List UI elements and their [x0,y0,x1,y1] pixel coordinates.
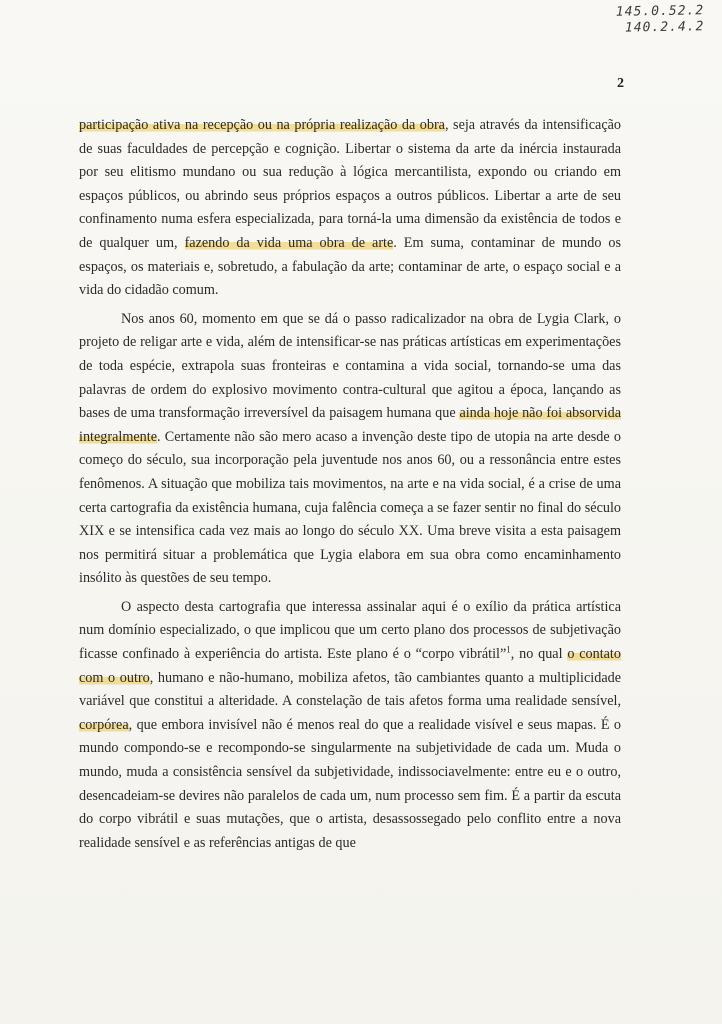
body-text [79,114,621,855]
text-run: , que embora invisível não é menos real do que a realidade visível e seus mapas. É o mundo compondo-se e recompondo-se singularmente na subjetividade de cada um. Muda o mundo, muda a consistência sensível da subjetividade, indissociavelmente: entre eu e o outro, desencadeiam-se devires não paralelos de cada um, num processo sem fim. É a partir da escuta do corpo vibrátil e suas mutações, que o artista, desassossegado pelo conflito entre a nova realidade sensível e as referências antigas de que [79,716,621,851]
paragraph [79,596,621,856]
paragraph [79,308,621,591]
highlighted-text: o contato com o outro [79,646,621,686]
highlighted-text: corpórea [79,716,129,733]
text-run: O aspecto desta cartografia que interessa assinalar aqui é o exílio da prática artística num domínio especializado, o que implicou que um certo plano dos processos de subjetivação ficasse confinado à experiência do artista. Este plano é o “corpo vibrátil” [79,598,621,663]
handwritten-margin-notes [615,3,704,37]
highlighted-text: fazendo da vida uma obra de arte [184,234,394,251]
paragraph [79,114,621,303]
margin-note: 145.0.52.2 [615,3,704,20]
margin-note: 140.2.4.2 [624,19,705,36]
text-run: Nos anos 60, momento em que se dá o passo radicalizador na obra de Lygia Clark, o projeto de religar arte e vida, além de intensificar-se nas práticas artísticas em experimentações de toda espécie, extrapola suas fronteiras e contamina a vida social, tornando-se uma das palavras de ordem do explosivo movimento contra-cultural que agitou a época, lançando as bases de uma transformação irreversível da paisagem humana que [79,310,621,422]
text-run: , seja através da intensificação de suas faculdades de percepção e cognição. Libertar o sistema da arte da inércia instaurada por seu elitismo mundano ou sua redução à lógica mercantilista, expondo ou criando em espaços públicos, ou abrindo seus próprios espaços a outros públicos. Libertar a arte de seu confinamento numa esfera especializada, para torná-la uma dimensão da existência de todos e de qualquer um, [79,117,622,251]
footnote-marker: 1 [506,644,511,655]
highlighted-text: participação ativa na recepção ou na própria realização da obra [79,117,445,133]
highlighted-text: ainda hoje não foi absorvida integralmente [79,405,621,445]
text-run: . Em suma, contaminar de mundo os espaços, os materiais e, sobretudo, a fabulação da arte; contaminar de arte, o espaço social e a vida do cidadão comum. [79,234,621,299]
text-run: , no qual [510,646,568,663]
text-run: . Certamente não são mero acaso a invenção deste tipo de utopia na arte desde o começo do século, sua incorporação pela juventude nos anos 60, ou a ressonância entre estes fenômenos. A situação que mobiliza tais movimentos, na arte e na vida social, é a crise de uma certa cartografia da existência humana, cuja falência começa a se fazer sentir no final do século XIX e se intensifica cada vez mais ao longo do século XX. Uma breve visita a esta paisagem nos permitirá situar a problemática que Lygia elabora em sua obra como encaminhamento insólito às questões de seu tempo. [79,428,621,587]
text-run: , humano e não-humano, mobiliza afetos, tão cambiantes quanto a multiplicidade variável que constitui a alteridade. A constelação de tais afetos forma uma realidade sensível, [79,669,622,710]
page-number: 2 [617,76,624,91]
